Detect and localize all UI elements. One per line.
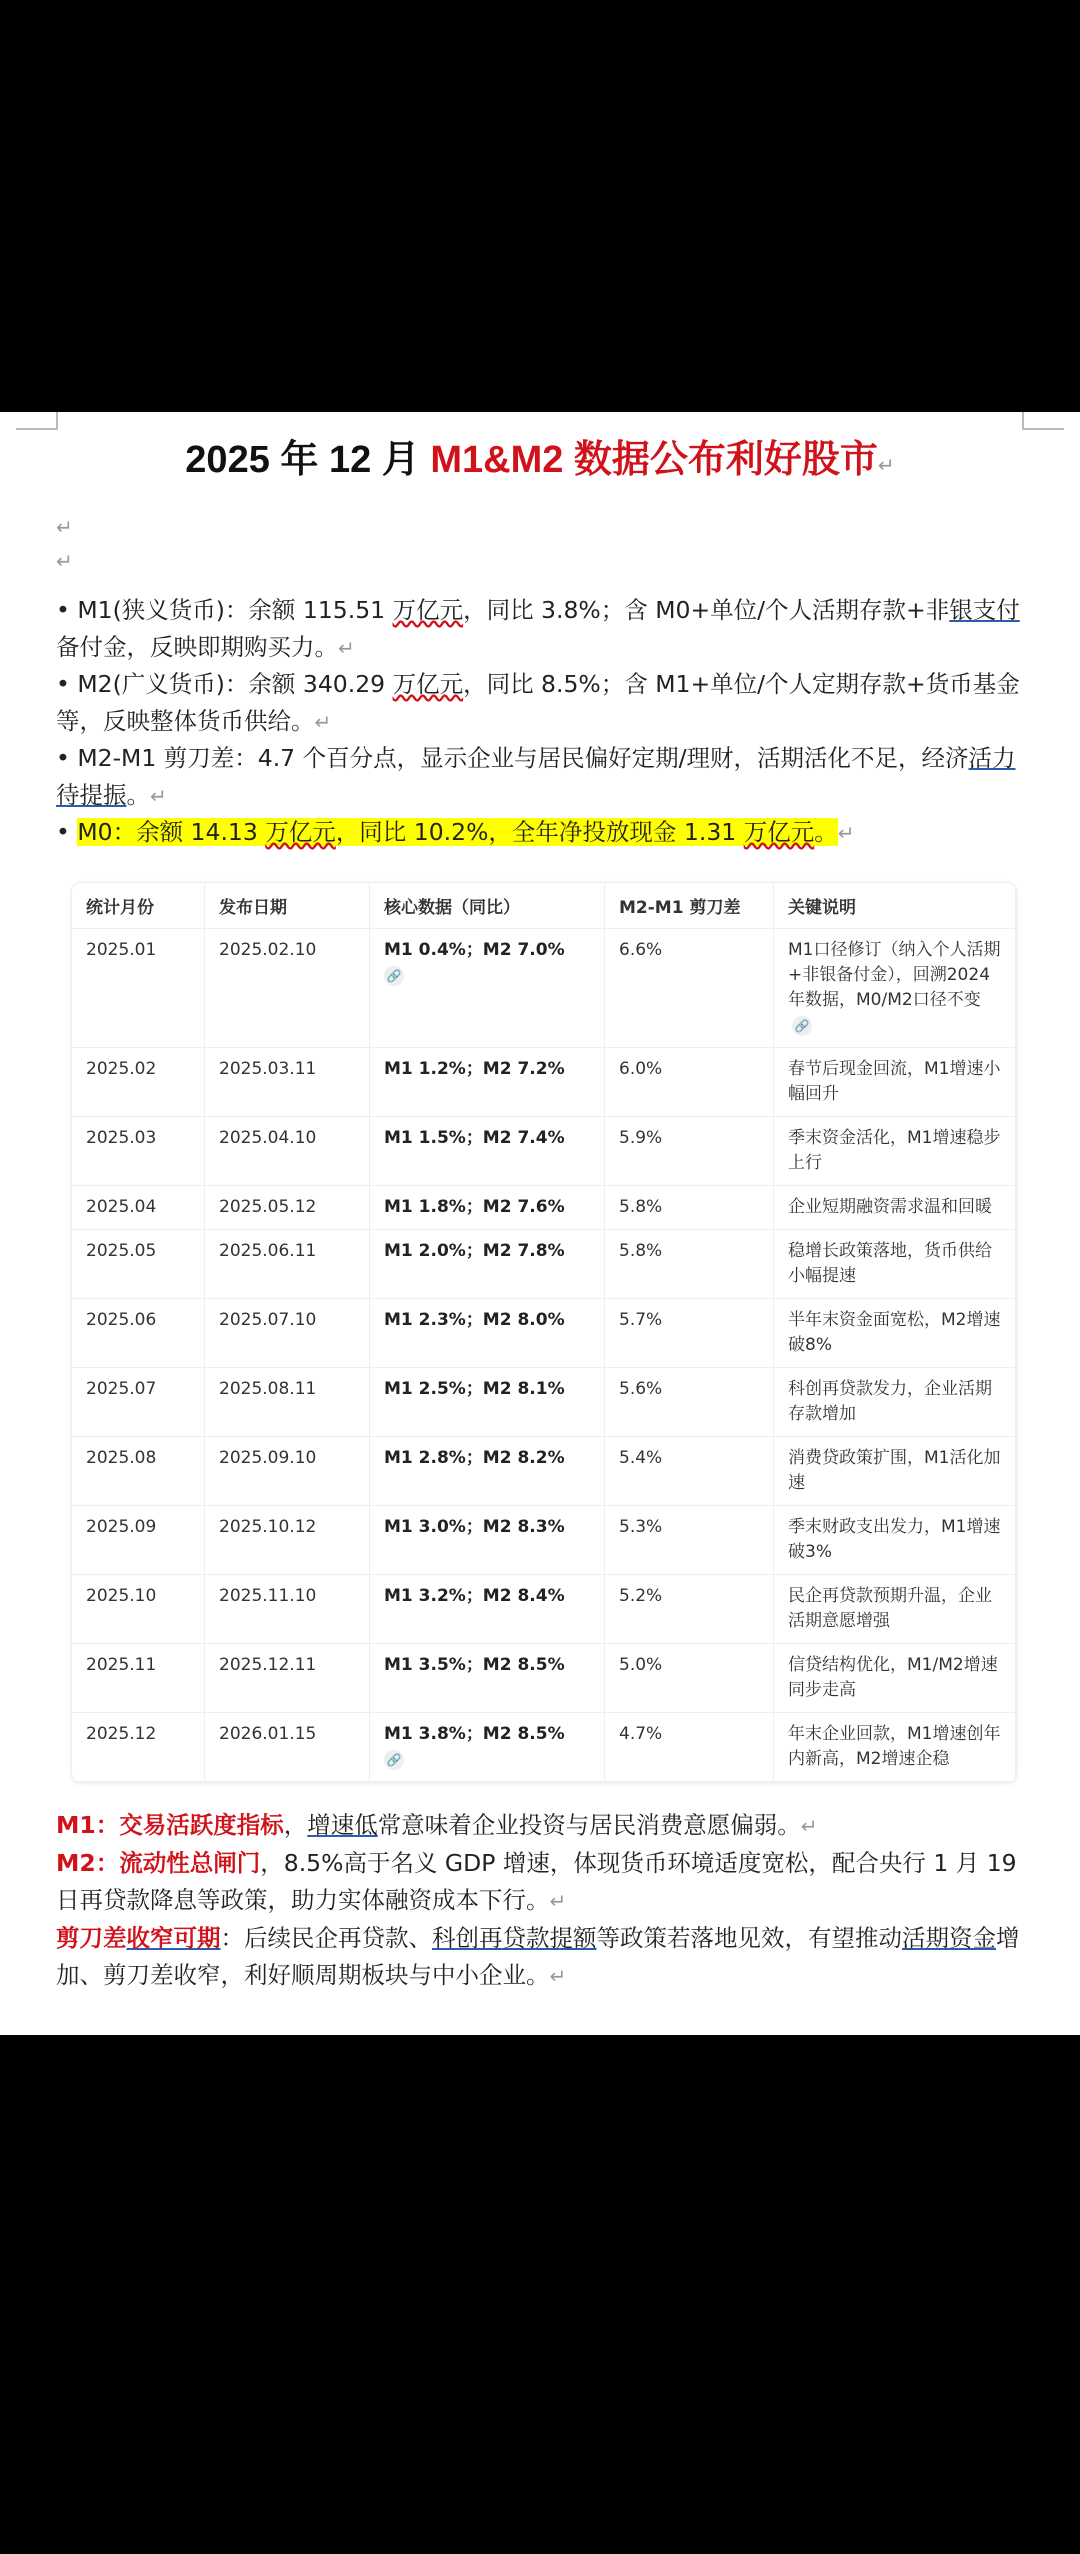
- cell-text: 6.6%: [619, 939, 663, 960]
- cell-text: 2025.11: [86, 1654, 157, 1675]
- table-cell: [205, 1436, 370, 1505]
- cell-text: 民企再贷款预期升温，企业活期意愿增强: [788, 1585, 992, 1631]
- table-cell: [370, 928, 605, 1047]
- cell-text: 2026.01.15: [219, 1723, 317, 1744]
- table-row: [72, 1185, 1016, 1229]
- cell-text: 5.8%: [619, 1196, 663, 1217]
- cell-text: 稳增长政策落地，货币供给小幅提速: [788, 1240, 992, 1286]
- table-row: [72, 1712, 1016, 1781]
- table-cell: [605, 1712, 774, 1781]
- table-cell: [370, 1574, 605, 1643]
- cell-text: M1 0.4%；M2 7.0%: [384, 939, 565, 960]
- table-cell: [72, 1229, 205, 1298]
- cell-text: 2025.06: [86, 1309, 157, 1330]
- cell-text: M1 3.5%；M2 8.5%: [384, 1654, 565, 1675]
- cell-text: 2025.02.10: [219, 939, 317, 960]
- note-m1: M1：交易活跃度指标，增速低常意味着企业投资与居民消费意愿偏弱。↵: [56, 1810, 818, 1839]
- cell-text: 2025.11.10: [219, 1585, 317, 1606]
- table-cell: [370, 1298, 605, 1367]
- cell-text: 2025.08: [86, 1447, 157, 1468]
- cell-text: M1 3.8%；M2 8.5%: [384, 1723, 565, 1744]
- table-row: [72, 1229, 1016, 1298]
- note-scissors: 剪刀差收窄可期：后续民企再贷款、科创再贷款提额等政策若落地见效，有望推动活期资金增加、剪刀差收窄，利好顺周期板块与中小企业。↵: [56, 1923, 1020, 1989]
- cell-text: 年末企业回款，M1增速创年内新高，M2增速企稳: [788, 1723, 1001, 1769]
- table-cell: [205, 1116, 370, 1185]
- table-cell: [370, 1185, 605, 1229]
- table-cell: [774, 1712, 1016, 1781]
- bullet-scissors-gap: • M2-M1 剪刀差：4.7 个百分点，显示企业与居民偏好定期/理财，活期活化不足，经济活力待提振。↵: [56, 744, 1016, 809]
- table-row: [72, 928, 1016, 1047]
- cell-text: 2025.10.12: [219, 1516, 317, 1537]
- cell-text: 2025.04: [86, 1196, 157, 1217]
- table-cell: [370, 1367, 605, 1436]
- note-m2: M2：流动性总闸门，8.5%高于名义 GDP 增速，体现货币环境适度宽松，配合央行 1 月 19 日再贷款降息等政策，助力实体融资成本下行。↵: [56, 1848, 1017, 1914]
- cell-text: 企业短期融资需求温和回暖: [788, 1196, 992, 1217]
- table-cell: [774, 1505, 1016, 1574]
- table-cell: [774, 1229, 1016, 1298]
- cell-text: 2025.07: [86, 1378, 157, 1399]
- table-cell: [605, 1436, 774, 1505]
- table-cell: [774, 1367, 1016, 1436]
- table-cell: [72, 1505, 205, 1574]
- table-cell: [605, 1643, 774, 1712]
- cell-text: 2025.10: [86, 1585, 157, 1606]
- table-cell: [774, 1574, 1016, 1643]
- cell-text: 信贷结构优化，M1/M2增速同步走高: [788, 1654, 998, 1700]
- table-cell: [605, 1298, 774, 1367]
- table-cell: [774, 928, 1016, 1047]
- table-cell: [605, 1505, 774, 1574]
- table-cell: [205, 1298, 370, 1367]
- table-cell: [72, 1185, 205, 1229]
- document-page: [0, 412, 1080, 2035]
- column-header: 统计月份: [72, 883, 205, 929]
- cell-text: M1 3.2%；M2 8.4%: [384, 1585, 565, 1606]
- bullet-m2: • M2(广义货币)：余额 340.29 万亿元，同比 8.5%；含 M1+单位/个人定期存款+货币基金等，反映整体货币供给。↵: [56, 670, 1020, 735]
- cell-text: M1 2.5%；M2 8.1%: [384, 1378, 565, 1399]
- cell-text: 2025.06.11: [219, 1240, 317, 1261]
- cell-text: 2025.07.10: [219, 1309, 317, 1330]
- cell-text: 5.0%: [619, 1654, 663, 1675]
- cell-text: 5.4%: [619, 1447, 663, 1468]
- column-header: 关键说明: [774, 883, 1016, 929]
- cell-text: M1 2.0%；M2 7.8%: [384, 1240, 565, 1261]
- table-row: [72, 1298, 1016, 1367]
- cell-text: 2025.05.12: [219, 1196, 317, 1217]
- table-cell: [72, 1643, 205, 1712]
- table-cell: [72, 1436, 205, 1505]
- title-highlight: M1&M2 数据公布利好股市: [430, 439, 878, 481]
- table-cell: [205, 1574, 370, 1643]
- table-cell: [72, 1298, 205, 1367]
- margin-corner-mark: [1022, 412, 1064, 430]
- cell-text: 5.6%: [619, 1378, 663, 1399]
- paragraph-mark-icon: ↵: [877, 455, 895, 477]
- table-cell: [774, 1185, 1016, 1229]
- table-cell: [774, 1643, 1016, 1712]
- table-cell: [774, 1116, 1016, 1185]
- table-cell: [205, 1505, 370, 1574]
- table-cell: [774, 1436, 1016, 1505]
- column-header: 发布日期: [205, 883, 370, 929]
- title-date: 2025 年 12 月: [185, 439, 431, 481]
- table-cell: [72, 1116, 205, 1185]
- cell-text: 5.8%: [619, 1240, 663, 1261]
- table-cell: [205, 1185, 370, 1229]
- bullet-m1: • M1(狭义货币)：余额 115.51 万亿元，同比 3.8%；含 M0+单位/个人活期存款+非银支付备付金，反映即期购买力。↵: [56, 596, 1020, 661]
- table-cell: [774, 1298, 1016, 1367]
- table-cell: [605, 1229, 774, 1298]
- cell-text: 2025.09: [86, 1516, 157, 1537]
- column-header: M2-M1 剪刀差: [605, 883, 774, 929]
- cell-text: 2025.03: [86, 1127, 157, 1148]
- table-cell: [72, 1047, 205, 1116]
- table-cell: [72, 928, 205, 1047]
- table-cell: [605, 1047, 774, 1116]
- table-cell: [72, 1712, 205, 1781]
- cell-text: 2025.04.10: [219, 1127, 317, 1148]
- table-cell: [205, 1643, 370, 1712]
- table-cell: [370, 1047, 605, 1116]
- cell-text: 5.7%: [619, 1309, 663, 1330]
- table-cell: [205, 1712, 370, 1781]
- cell-text: 2025.05: [86, 1240, 157, 1261]
- cell-text: 2025.08.11: [219, 1378, 317, 1399]
- table-row: [72, 1643, 1016, 1712]
- cell-text: 科创再贷款发力，企业活期存款增加: [788, 1378, 992, 1424]
- table-cell: [370, 1436, 605, 1505]
- table-cell: [605, 1574, 774, 1643]
- table-cell: [370, 1643, 605, 1712]
- cell-text: M1口径修订（纳入个人活期+非银备付金），回溯2024年数据，M0/M2口径不变: [788, 939, 1001, 1010]
- link-icon[interactable]: 🔗: [792, 1016, 812, 1036]
- cell-text: 2025.02: [86, 1058, 157, 1079]
- cell-text: 2025.01: [86, 939, 157, 960]
- link-icon[interactable]: 🔗: [384, 1750, 404, 1770]
- monthly-data-table: [72, 883, 1016, 1782]
- cell-text: 半年末资金面宽松，M2增速破8%: [788, 1309, 1001, 1355]
- table-cell: [205, 1047, 370, 1116]
- table-cell: [605, 1185, 774, 1229]
- link-icon[interactable]: 🔗: [384, 966, 404, 986]
- table-cell: [605, 1116, 774, 1185]
- cell-text: 季末资金活化，M1增速稳步上行: [788, 1127, 1001, 1173]
- table-cell: [205, 1229, 370, 1298]
- bullet-list: [56, 592, 1020, 852]
- document-title: [0, 436, 1080, 490]
- cell-text: M1 2.8%；M2 8.2%: [384, 1447, 565, 1468]
- table-cell: [72, 1367, 205, 1436]
- table-cell: [72, 1574, 205, 1643]
- table-cell: [205, 928, 370, 1047]
- table-cell: [605, 928, 774, 1047]
- monthly-data-table-card: [71, 882, 1017, 1783]
- bullet-m0: • M0：余额 14.13 万亿元，同比 10.2%，全年净投放现金 1.31 万亿元。↵: [56, 818, 855, 846]
- notes-section: [56, 1807, 1020, 1995]
- cell-text: 6.0%: [619, 1058, 663, 1079]
- paragraph-mark-icon: ↵: [56, 515, 73, 539]
- table-row: [72, 1047, 1016, 1116]
- cell-text: M1 2.3%；M2 8.0%: [384, 1309, 565, 1330]
- table-cell: [774, 1047, 1016, 1116]
- table-row: [72, 1116, 1016, 1185]
- table-cell: [370, 1229, 605, 1298]
- table-cell: [205, 1367, 370, 1436]
- cell-text: 季末财政支出发力，M1增速破3%: [788, 1516, 1001, 1562]
- cell-text: 5.2%: [619, 1585, 663, 1606]
- margin-corner-mark: [16, 412, 58, 430]
- table-row: [72, 1367, 1016, 1436]
- cell-text: M1 1.5%；M2 7.4%: [384, 1127, 565, 1148]
- table-row: [72, 1436, 1016, 1505]
- table-cell: [370, 1505, 605, 1574]
- cell-text: M1 3.0%；M2 8.3%: [384, 1516, 565, 1537]
- cell-text: 5.3%: [619, 1516, 663, 1537]
- cell-text: 2025.03.11: [219, 1058, 317, 1079]
- cell-text: 4.7%: [619, 1723, 663, 1744]
- cell-text: 消费贷政策扩围，M1活化加速: [788, 1447, 1001, 1493]
- cell-text: M1 1.8%；M2 7.6%: [384, 1196, 565, 1217]
- table-cell: [370, 1116, 605, 1185]
- cell-text: 春节后现金回流，M1增速小幅回升: [788, 1058, 1001, 1104]
- table-row: [72, 1574, 1016, 1643]
- cell-text: 2025.09.10: [219, 1447, 317, 1468]
- cell-text: 2025.12: [86, 1723, 157, 1744]
- cell-text: 2025.12.11: [219, 1654, 317, 1675]
- table-cell: [370, 1712, 605, 1781]
- table-cell: [605, 1367, 774, 1436]
- paragraph-mark-icon: ↵: [56, 549, 73, 573]
- table-row: [72, 1505, 1016, 1574]
- cell-text: M1 1.2%；M2 7.2%: [384, 1058, 565, 1079]
- column-header: 核心数据（同比）: [370, 883, 605, 929]
- cell-text: 5.9%: [619, 1127, 663, 1148]
